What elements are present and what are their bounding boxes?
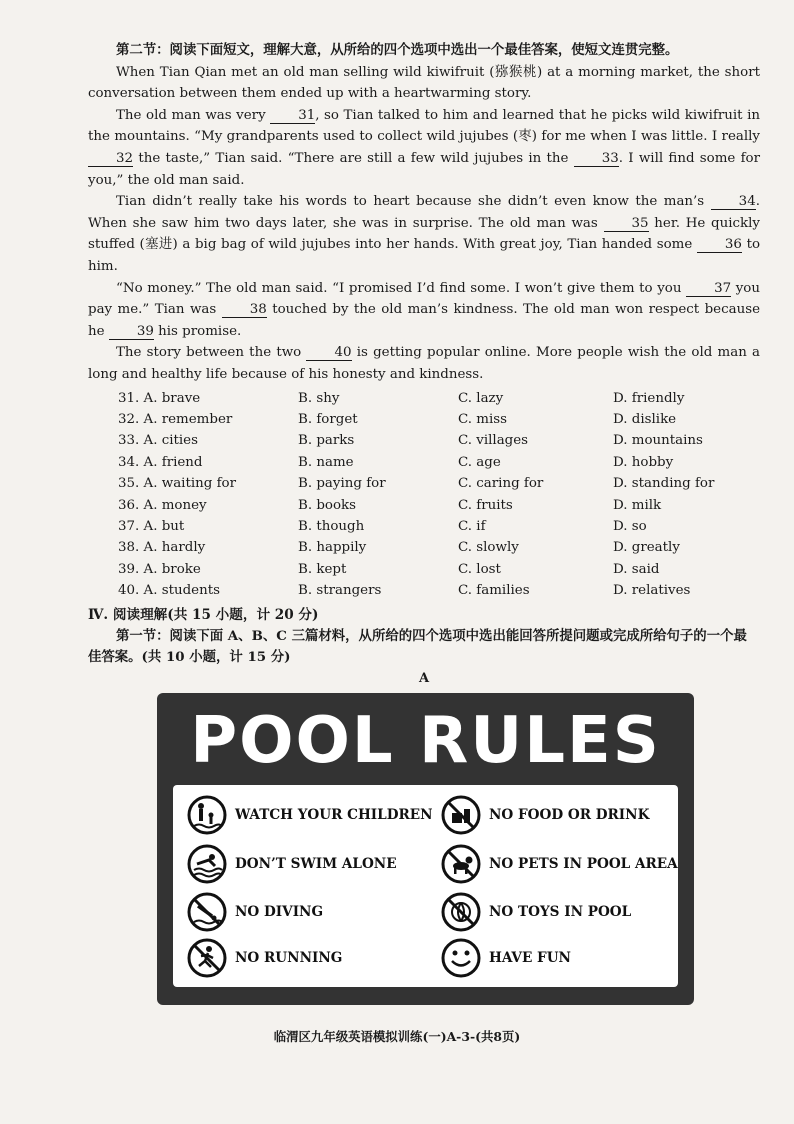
section4-instruction: 第一节：阅读下面 A、B、C 三篇材料，从所给的四个选项中选出能回答所提问题或完成所给句子的一个最佳答案。(共 10 小题，计 15 分) bbox=[88, 627, 747, 666]
section4-title: Ⅳ. 阅读理解(共 15 小题，计 20 分) bbox=[88, 606, 319, 623]
passage-paragraph-2: The old man was very 31, so Tian talked to him and learned that he picks wild kiwifruit in the mountains. “My grandparents used to collect wild jujubes (枣) for me when I was little. I really 32 the taste,” Tian said. “There are still a few wild jujubes in the 33. I will find some for you,” the old man said. bbox=[88, 107, 761, 188]
no-food-icon bbox=[441, 795, 481, 835]
rule-no-running bbox=[187, 936, 342, 980]
passage-paragraph-4: “No money.” The old man said. “I promised I’d find some. I won’t give them to you 37 you pay me.” Tian was 38 touched by the old man’s kindness. The old man won respect because he 39 his promise. bbox=[88, 280, 760, 339]
blank-37: 37 bbox=[686, 281, 731, 297]
option-row-40: 40. A. students B. strangers C. families D. relatives bbox=[118, 583, 691, 599]
passage-paragraph-1: When Tian Qian met an old man selling wild kiwifruit (猕猴桃) at a morning market, the short conversation between them ended up with a heartwarming story. bbox=[88, 64, 760, 102]
passage-paragraph-3: Tian didn’t really take his words to heart because she didn’t even know the man’s 34. When she saw him two days later, she was in surprise. The old man was 35 her. He quickly stuffed (塞进) a big bag of wild jujubes into her hands. With great joy, Tian handed some 36 to him. bbox=[88, 194, 761, 274]
rule-no-toys bbox=[441, 890, 631, 934]
no-diving-icon bbox=[187, 892, 227, 932]
blank-40: 40 bbox=[306, 345, 351, 361]
section2-instruction: 第二节：阅读下面短文，理解大意，从所给的四个选项中选出一个最佳答案，使短文连贯完整。 bbox=[116, 42, 679, 58]
option-row-36: 36. A. money B. books C. fruits D. milk bbox=[118, 497, 662, 513]
smiley-icon bbox=[441, 938, 481, 978]
no-toys-icon bbox=[441, 892, 481, 932]
option-row-31: 31. A. brave B. shy C. lazy D. friendly bbox=[118, 390, 685, 406]
no-running-icon bbox=[187, 938, 227, 978]
rule-have-fun bbox=[441, 936, 571, 980]
passage-paragraph-5: The story between the two 40 is getting popular online. More people wish the old man a long and healthy life because of his honesty and kindness. bbox=[88, 345, 761, 382]
option-row-34: 34. A. friend B. name C. age D. hobby bbox=[118, 454, 674, 470]
blank-36: 36 bbox=[697, 237, 742, 253]
option-row-32: 32. A. remember B. forget C. miss D. dislike bbox=[118, 411, 677, 427]
watch-children-icon bbox=[187, 795, 227, 835]
rule-text: NO PETS IN POOL AREA bbox=[489, 856, 678, 872]
rule-text: DON’T SWIM ALONE bbox=[235, 856, 397, 872]
option-row-38: 38. A. hardly B. happily C. slowly D. greatly bbox=[118, 540, 680, 556]
blank-31: 31 bbox=[270, 108, 315, 124]
exam-page bbox=[88, 40, 760, 687]
rule-text: HAVE FUN bbox=[489, 950, 571, 966]
blank-33: 33 bbox=[574, 151, 619, 167]
blank-32: 32 bbox=[88, 151, 133, 167]
option-row-39: 39. A. broke B. kept C. lost D. said bbox=[118, 561, 660, 577]
rule-text: NO RUNNING bbox=[235, 950, 343, 966]
option-row-37: 37. A. but B. though C. if D. so bbox=[118, 518, 647, 534]
rule-text: WATCH YOUR CHILDREN bbox=[235, 807, 433, 823]
rule-watch-children bbox=[187, 793, 433, 837]
rule-no-pets bbox=[441, 842, 678, 886]
no-pets-icon bbox=[441, 844, 481, 884]
pool-rules-sign bbox=[157, 693, 694, 1005]
sign-title: POOL RULES bbox=[190, 704, 661, 778]
rules-board bbox=[173, 785, 678, 987]
rule-swim-alone bbox=[187, 842, 397, 886]
answer-options bbox=[88, 388, 760, 602]
rule-no-diving bbox=[187, 890, 323, 934]
blank-34: 34 bbox=[711, 194, 756, 210]
material-label-a: A bbox=[418, 670, 430, 686]
blank-35: 35 bbox=[604, 216, 649, 232]
blank-39: 39 bbox=[109, 324, 154, 340]
rule-text: NO DIVING bbox=[235, 904, 324, 920]
swim-alone-icon bbox=[187, 844, 227, 884]
rule-text: NO TOYS IN POOL bbox=[489, 904, 632, 920]
rule-no-food bbox=[441, 793, 649, 837]
rule-text: NO FOOD OR DRINK bbox=[489, 807, 650, 823]
option-row-35: 35. A. waiting for B. paying for C. caring for D. standing for bbox=[118, 476, 715, 492]
page-footer: 临渭区九年级英语模拟训练(一)A-3-(共8页) bbox=[273, 1029, 521, 1044]
option-row-33: 33. A. cities B. parks C. villages D. mountains bbox=[118, 433, 703, 449]
blank-38: 38 bbox=[222, 302, 267, 318]
